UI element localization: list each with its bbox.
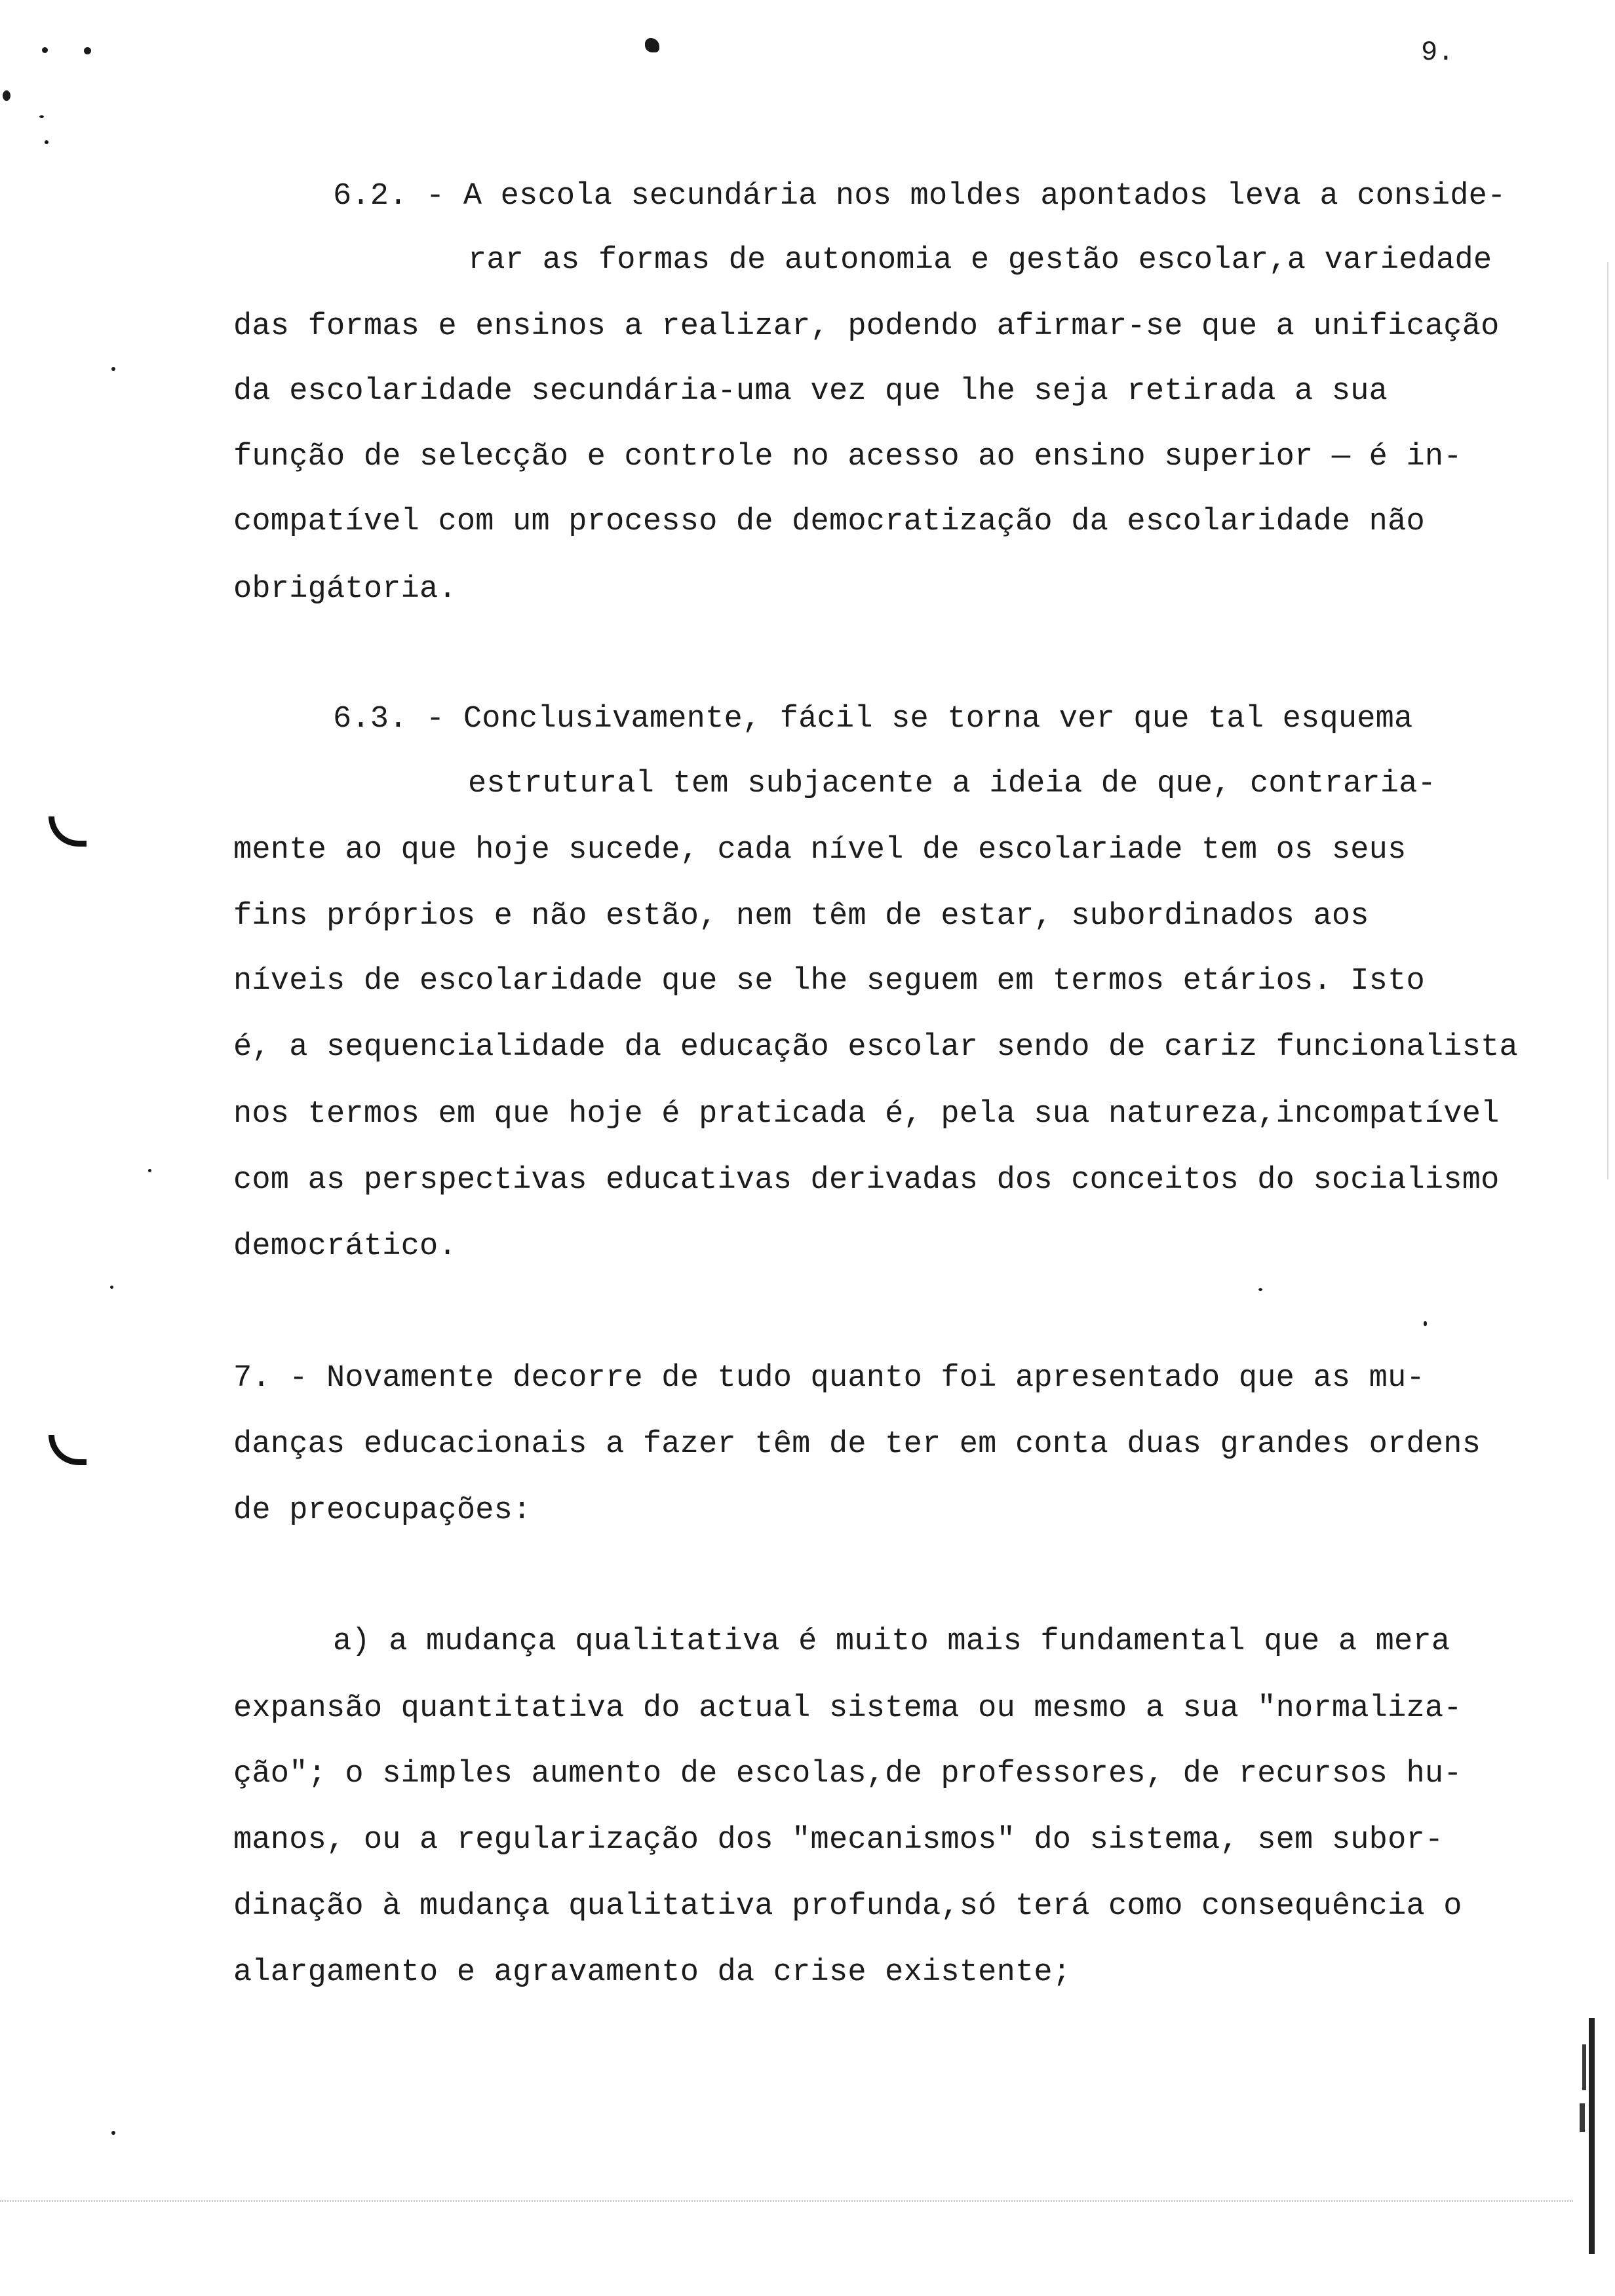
paragraph-6-3-line-9: democrático.	[233, 1229, 457, 1264]
punch-hole-mark	[49, 816, 87, 847]
page-edge-line	[1589, 2018, 1595, 2254]
paragraph-6-3-line-7: nos termos em que hoje é praticada é, pela sua natureza,incompatível	[233, 1097, 1500, 1132]
item-a-line-3: ção"; o simples aumento de escolas,de professores, de recursos hu-	[233, 1757, 1462, 1791]
item-a-line-4: manos, ou a regularização dos "mecanismos" do sistema, sem subor-	[233, 1823, 1444, 1858]
paragraph-6-3-line-2: estrutural tem subjacente a ideia de que, contraria-	[468, 767, 1437, 801]
page-edge-fragment	[1582, 2044, 1586, 2090]
paragraph-6-3-line-4: fins próprios e não estão, nem têm de estar, subordinados aos	[233, 899, 1369, 934]
paragraph-6-2-line-7: obrigátoria.	[233, 572, 457, 607]
punch-hole-mark	[49, 1435, 87, 1465]
paragraph-7-line-2: danças educacionais a fazer têm de ter em conta duas grandes ordens	[233, 1427, 1481, 1462]
paragraph-6-2-line-3: das formas e ensinos a realizar, podendo afirmar-se que a unificação	[233, 309, 1500, 344]
scan-speck	[1258, 1288, 1262, 1291]
scan-speck	[84, 47, 91, 54]
scan-speck	[39, 115, 44, 118]
page-edge-fragment	[1580, 2103, 1585, 2132]
scan-speck	[42, 47, 48, 53]
item-a-line-1: a) a mudança qualitativa é muito mais fundamental que a mera	[333, 1624, 1450, 1659]
paragraph-6-2-line-1: 6.2. - A escola secundária nos moldes apontados leva a conside-	[333, 179, 1506, 214]
scan-speck	[148, 1169, 151, 1172]
paragraph-6-3-line-8: com as perspectivas educativas derivadas dos conceitos do socialismo	[233, 1163, 1500, 1198]
item-a-line-6: alargamento e agravamento da crise existente;	[233, 1955, 1072, 1990]
paragraph-6-2-line-6: compatível com um processo de democratização da escolaridade não	[233, 505, 1425, 539]
item-a-line-2: expansão quantitativa do actual sistema ou mesmo a sua "normaliza-	[233, 1691, 1462, 1726]
scan-speck	[645, 38, 659, 52]
scan-speck	[110, 1286, 113, 1289]
page-number: 9.	[1421, 37, 1454, 68]
item-a-line-5: dinação à mudança qualitativa profunda,só terá como consequência o	[233, 1889, 1462, 1924]
paragraph-7-line-3: de preocupações:	[233, 1493, 532, 1528]
scan-speck	[1424, 1321, 1427, 1326]
paragraph-6-2-line-5: função de selecção e controle no acesso ao ensino superior — é in-	[233, 440, 1462, 474]
paragraph-6-3-line-1: 6.3. - Conclusivamente, fácil se torna ver que tal esquema	[333, 702, 1413, 737]
paragraph-6-2-line-4: da escolaridade secundária-uma vez que lhe seja retirada a sua	[233, 374, 1388, 409]
paragraph-6-3-line-6: é, a sequencialidade da educação escolar sendo de cariz funcionalista	[233, 1030, 1518, 1065]
scan-dotted-line	[0, 2200, 1573, 2202]
scan-speck	[111, 367, 115, 371]
paragraph-6-3-line-5: níveis de escolaridade que se lhe seguem em termos etários. Isto	[233, 964, 1425, 999]
paragraph-6-3-line-3: mente ao que hoje sucede, cada nível de escolariade tem os seus	[233, 833, 1407, 868]
scan-speck	[3, 90, 10, 101]
page-edge-shadow	[1607, 262, 1608, 1179]
paragraph-6-2-line-2: rar as formas de autonomia e gestão escolar,a variedade	[468, 243, 1492, 278]
scan-speck	[45, 140, 49, 144]
paragraph-7-line-1: 7. - Novamente decorre de tudo quanto foi apresentado que as mu-	[233, 1361, 1425, 1396]
scan-speck	[111, 2131, 115, 2135]
